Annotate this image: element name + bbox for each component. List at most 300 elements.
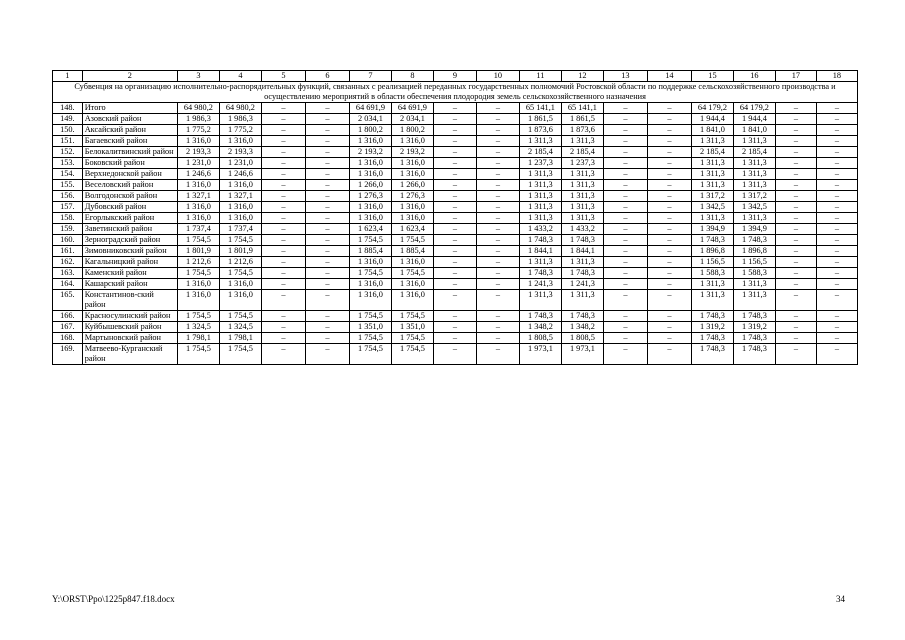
- value-cell: 1 311,3: [733, 169, 775, 180]
- value-cell: 1 316,0: [219, 213, 261, 224]
- column-number: 14: [647, 71, 691, 82]
- value-cell: –: [647, 202, 691, 213]
- value-cell: 1 754,5: [219, 268, 261, 279]
- value-cell: –: [775, 224, 816, 235]
- value-cell: 1 316,0: [349, 279, 391, 290]
- district-name: Аксайский район: [82, 125, 177, 136]
- value-cell: 1 623,4: [349, 224, 391, 235]
- column-number: 8: [391, 71, 433, 82]
- value-cell: 1 737,4: [177, 224, 219, 235]
- value-cell: –: [647, 290, 691, 311]
- value-cell: 1 237,3: [561, 158, 603, 169]
- value-cell: 1 844,1: [519, 246, 561, 257]
- value-cell: 1 885,4: [391, 246, 433, 257]
- value-cell: –: [603, 257, 647, 268]
- value-cell: –: [775, 235, 816, 246]
- value-cell: 1 748,3: [561, 235, 603, 246]
- value-cell: 1 748,3: [691, 344, 733, 365]
- value-cell: –: [433, 191, 476, 202]
- value-cell: 1 311,3: [519, 169, 561, 180]
- value-cell: 65 141,1: [519, 103, 561, 114]
- value-cell: –: [433, 213, 476, 224]
- value-cell: –: [433, 311, 476, 322]
- value-cell: 1 844,1: [561, 246, 603, 257]
- value-cell: –: [647, 158, 691, 169]
- value-cell: 1 885,4: [349, 246, 391, 257]
- value-cell: –: [816, 114, 857, 125]
- value-cell: –: [305, 136, 349, 147]
- column-number: 1: [53, 71, 83, 82]
- value-cell: –: [261, 344, 305, 365]
- footer-file-path: Y:\ORST\Ppo\1225p847.f18.docx: [52, 594, 175, 604]
- value-cell: –: [476, 268, 519, 279]
- value-cell: –: [261, 333, 305, 344]
- value-cell: –: [261, 147, 305, 158]
- value-cell: 2 185,4: [691, 147, 733, 158]
- district-name: Константинов-ский район: [82, 290, 177, 311]
- value-cell: 1 433,2: [519, 224, 561, 235]
- value-cell: –: [305, 246, 349, 257]
- value-cell: –: [775, 180, 816, 191]
- value-cell: –: [305, 290, 349, 311]
- column-number: 15: [691, 71, 733, 82]
- value-cell: –: [476, 125, 519, 136]
- table-row: [53, 290, 858, 311]
- value-cell: –: [433, 103, 476, 114]
- value-cell: –: [476, 213, 519, 224]
- value-cell: –: [775, 125, 816, 136]
- value-cell: 1 156,5: [691, 257, 733, 268]
- value-cell: 1 316,0: [349, 136, 391, 147]
- value-cell: –: [433, 344, 476, 365]
- value-cell: 1 231,0: [177, 158, 219, 169]
- value-cell: –: [261, 114, 305, 125]
- row-number: 149.: [53, 114, 83, 125]
- value-cell: 1 311,3: [691, 169, 733, 180]
- value-cell: –: [647, 246, 691, 257]
- value-cell: 1 316,0: [391, 279, 433, 290]
- value-cell: 1 394,9: [691, 224, 733, 235]
- value-cell: –: [433, 235, 476, 246]
- value-cell: 1 873,6: [519, 125, 561, 136]
- value-cell: –: [647, 268, 691, 279]
- table-row: [53, 180, 858, 191]
- value-cell: 1 754,5: [349, 344, 391, 365]
- value-cell: 64 691,9: [391, 103, 433, 114]
- value-cell: 1 311,3: [561, 202, 603, 213]
- value-cell: –: [476, 344, 519, 365]
- value-cell: –: [775, 246, 816, 257]
- value-cell: 1 324,5: [219, 322, 261, 333]
- value-cell: –: [476, 279, 519, 290]
- value-cell: –: [476, 158, 519, 169]
- value-cell: 1 394,9: [733, 224, 775, 235]
- value-cell: 1 241,3: [519, 279, 561, 290]
- value-cell: 1 317,2: [733, 191, 775, 202]
- value-cell: –: [476, 103, 519, 114]
- value-cell: 1 754,5: [177, 344, 219, 365]
- data-table: [52, 70, 858, 365]
- value-cell: –: [775, 311, 816, 322]
- value-cell: 1 324,5: [177, 322, 219, 333]
- value-cell: 1 623,4: [391, 224, 433, 235]
- value-cell: –: [647, 147, 691, 158]
- value-cell: –: [305, 158, 349, 169]
- value-cell: 1 311,3: [561, 191, 603, 202]
- value-cell: 1 311,3: [519, 180, 561, 191]
- value-cell: –: [775, 147, 816, 158]
- district-name: Азовский район: [82, 114, 177, 125]
- value-cell: 1 754,5: [177, 268, 219, 279]
- value-cell: 1 775,2: [177, 125, 219, 136]
- value-cell: 1 754,5: [391, 235, 433, 246]
- district-name: Заветинский район: [82, 224, 177, 235]
- value-cell: 1 754,5: [349, 268, 391, 279]
- value-cell: –: [647, 344, 691, 365]
- value-cell: 1 316,0: [391, 213, 433, 224]
- value-cell: 2 185,4: [733, 147, 775, 158]
- value-cell: –: [775, 322, 816, 333]
- value-cell: 1 754,5: [349, 235, 391, 246]
- value-cell: –: [603, 279, 647, 290]
- value-cell: 1 316,0: [391, 169, 433, 180]
- district-name: Боковский район: [82, 158, 177, 169]
- value-cell: –: [476, 311, 519, 322]
- value-cell: –: [476, 202, 519, 213]
- district-name: Зимовниковский район: [82, 246, 177, 257]
- value-cell: 1 748,3: [733, 333, 775, 344]
- value-cell: 1 316,0: [219, 279, 261, 290]
- row-number: 153.: [53, 158, 83, 169]
- value-cell: –: [816, 103, 857, 114]
- value-cell: –: [305, 311, 349, 322]
- value-cell: 1 748,3: [733, 311, 775, 322]
- table-row: [53, 125, 858, 136]
- value-cell: 1 311,3: [519, 213, 561, 224]
- value-cell: 1 973,1: [561, 344, 603, 365]
- value-cell: –: [816, 246, 857, 257]
- value-cell: –: [775, 191, 816, 202]
- value-cell: –: [476, 114, 519, 125]
- row-number: 152.: [53, 147, 83, 158]
- table-row: [53, 213, 858, 224]
- value-cell: 1 316,0: [177, 202, 219, 213]
- row-number: 154.: [53, 169, 83, 180]
- value-cell: –: [433, 114, 476, 125]
- column-number: 5: [261, 71, 305, 82]
- value-cell: –: [775, 279, 816, 290]
- value-cell: –: [433, 180, 476, 191]
- value-cell: –: [476, 322, 519, 333]
- value-cell: –: [261, 246, 305, 257]
- value-cell: –: [305, 279, 349, 290]
- value-cell: 1 311,3: [561, 257, 603, 268]
- value-cell: –: [816, 213, 857, 224]
- value-cell: –: [647, 257, 691, 268]
- value-cell: 1 754,5: [391, 333, 433, 344]
- value-cell: 1 316,0: [177, 136, 219, 147]
- value-cell: –: [603, 290, 647, 311]
- value-cell: –: [433, 257, 476, 268]
- value-cell: 1 754,5: [219, 235, 261, 246]
- value-cell: –: [816, 268, 857, 279]
- value-cell: –: [305, 213, 349, 224]
- value-cell: 1 986,3: [219, 114, 261, 125]
- value-cell: 1 311,3: [691, 290, 733, 311]
- value-cell: –: [433, 169, 476, 180]
- value-cell: 1 775,2: [219, 125, 261, 136]
- value-cell: 1 311,3: [519, 191, 561, 202]
- value-cell: 1 748,3: [691, 235, 733, 246]
- value-cell: –: [261, 235, 305, 246]
- value-cell: –: [816, 290, 857, 311]
- value-cell: –: [775, 202, 816, 213]
- value-cell: –: [603, 158, 647, 169]
- value-cell: –: [816, 191, 857, 202]
- value-cell: –: [305, 322, 349, 333]
- value-cell: –: [603, 322, 647, 333]
- value-cell: 1 944,4: [691, 114, 733, 125]
- value-cell: 1 841,0: [691, 125, 733, 136]
- value-cell: 1 351,0: [391, 322, 433, 333]
- value-cell: 1 311,3: [733, 136, 775, 147]
- value-cell: –: [816, 257, 857, 268]
- value-cell: –: [603, 311, 647, 322]
- district-name: Зерноградский район: [82, 235, 177, 246]
- value-cell: 1 311,3: [733, 158, 775, 169]
- value-cell: 1 316,0: [219, 136, 261, 147]
- value-cell: –: [647, 322, 691, 333]
- value-cell: –: [775, 169, 816, 180]
- value-cell: 1 316,0: [391, 202, 433, 213]
- value-cell: –: [433, 136, 476, 147]
- value-cell: –: [603, 136, 647, 147]
- column-number: 11: [519, 71, 561, 82]
- value-cell: 1 316,0: [391, 158, 433, 169]
- value-cell: –: [305, 191, 349, 202]
- value-cell: 1 231,0: [219, 158, 261, 169]
- value-cell: 1 317,2: [691, 191, 733, 202]
- column-number: 4: [219, 71, 261, 82]
- value-cell: 1 748,3: [561, 268, 603, 279]
- value-cell: 1 311,3: [733, 279, 775, 290]
- value-cell: –: [476, 180, 519, 191]
- row-number: 166.: [53, 311, 83, 322]
- value-cell: –: [261, 136, 305, 147]
- value-cell: 1 748,3: [733, 344, 775, 365]
- value-cell: 1 588,3: [691, 268, 733, 279]
- value-cell: 1 316,0: [177, 290, 219, 311]
- value-cell: 1 156,5: [733, 257, 775, 268]
- value-cell: 1 316,0: [219, 180, 261, 191]
- district-name: Багаевский район: [82, 136, 177, 147]
- table-row: [53, 311, 858, 322]
- district-name: Каменский район: [82, 268, 177, 279]
- value-cell: –: [476, 224, 519, 235]
- value-cell: –: [816, 136, 857, 147]
- value-cell: 1 801,9: [177, 246, 219, 257]
- value-cell: 1 754,5: [349, 311, 391, 322]
- value-cell: –: [261, 322, 305, 333]
- value-cell: 2 185,4: [519, 147, 561, 158]
- value-cell: 1 737,4: [219, 224, 261, 235]
- value-cell: 1 311,3: [691, 213, 733, 224]
- value-cell: –: [433, 202, 476, 213]
- value-cell: –: [476, 169, 519, 180]
- value-cell: –: [775, 136, 816, 147]
- value-cell: –: [305, 147, 349, 158]
- value-cell: 1 276,3: [391, 191, 433, 202]
- value-cell: –: [476, 246, 519, 257]
- value-cell: –: [261, 290, 305, 311]
- value-cell: 1 433,2: [561, 224, 603, 235]
- value-cell: 1 754,5: [391, 311, 433, 322]
- value-cell: 1 800,2: [391, 125, 433, 136]
- value-cell: –: [261, 180, 305, 191]
- row-number: 155.: [53, 180, 83, 191]
- value-cell: –: [261, 158, 305, 169]
- row-number: 151.: [53, 136, 83, 147]
- value-cell: 65 141,1: [561, 103, 603, 114]
- value-cell: –: [305, 202, 349, 213]
- value-cell: –: [476, 191, 519, 202]
- value-cell: 1 986,3: [177, 114, 219, 125]
- value-cell: –: [305, 103, 349, 114]
- row-number: 156.: [53, 191, 83, 202]
- row-number: 161.: [53, 246, 83, 257]
- value-cell: –: [647, 103, 691, 114]
- district-name: Кашарский район: [82, 279, 177, 290]
- value-cell: 1 754,5: [219, 344, 261, 365]
- row-number: 163.: [53, 268, 83, 279]
- value-cell: –: [647, 311, 691, 322]
- value-cell: 1 327,1: [219, 191, 261, 202]
- value-cell: 1 754,5: [391, 344, 433, 365]
- row-number: 148.: [53, 103, 83, 114]
- column-number: 13: [603, 71, 647, 82]
- value-cell: 1 348,2: [519, 322, 561, 333]
- table-row: [53, 257, 858, 268]
- value-cell: –: [816, 180, 857, 191]
- row-number: 165.: [53, 290, 83, 311]
- value-cell: –: [305, 235, 349, 246]
- column-number: 9: [433, 71, 476, 82]
- value-cell: –: [476, 235, 519, 246]
- value-cell: –: [816, 344, 857, 365]
- value-cell: 1 311,3: [519, 136, 561, 147]
- table-row: [53, 191, 858, 202]
- value-cell: 1 311,3: [519, 257, 561, 268]
- value-cell: –: [305, 268, 349, 279]
- value-cell: 1 316,0: [391, 136, 433, 147]
- value-cell: –: [603, 268, 647, 279]
- value-cell: 2 193,2: [391, 147, 433, 158]
- value-cell: 1 841,0: [733, 125, 775, 136]
- value-cell: 1 748,3: [519, 311, 561, 322]
- value-cell: 1 861,5: [561, 114, 603, 125]
- row-number: 169.: [53, 344, 83, 365]
- value-cell: –: [647, 114, 691, 125]
- page-number: 34: [836, 594, 845, 604]
- value-cell: –: [647, 180, 691, 191]
- table-row: [53, 136, 858, 147]
- district-name: Мартыновский район: [82, 333, 177, 344]
- value-cell: –: [433, 158, 476, 169]
- column-number: 10: [476, 71, 519, 82]
- district-name: Кагальницкий район: [82, 257, 177, 268]
- value-cell: –: [433, 246, 476, 257]
- value-cell: 1 246,6: [177, 169, 219, 180]
- value-cell: –: [816, 235, 857, 246]
- value-cell: 1 861,5: [519, 114, 561, 125]
- value-cell: –: [647, 333, 691, 344]
- column-number: 18: [816, 71, 857, 82]
- value-cell: –: [816, 169, 857, 180]
- value-cell: 2 193,2: [349, 147, 391, 158]
- value-cell: 1 266,0: [391, 180, 433, 191]
- value-cell: –: [775, 213, 816, 224]
- district-name: Веселовский район: [82, 180, 177, 191]
- value-cell: 1 754,5: [177, 235, 219, 246]
- row-number: 162.: [53, 257, 83, 268]
- value-cell: 2 193,3: [219, 147, 261, 158]
- value-cell: 1 316,0: [349, 257, 391, 268]
- value-cell: –: [261, 268, 305, 279]
- value-cell: 1 754,5: [349, 333, 391, 344]
- column-number: 17: [775, 71, 816, 82]
- value-cell: 64 980,2: [219, 103, 261, 114]
- table-caption: Субвенция на организацию исполнительно-распорядительных функций, связанных с реализацией переданных государственных полномочий Ростовской области по поддержке сельскохозяйственного производства и осуществлению мероприятий в области обеспечения плодородия земель сельскохозяйственного назначения: [53, 82, 858, 103]
- value-cell: 2 193,3: [177, 147, 219, 158]
- value-cell: –: [433, 290, 476, 311]
- value-cell: 1 311,3: [561, 213, 603, 224]
- table-row: [53, 158, 858, 169]
- table-row: [53, 114, 858, 125]
- value-cell: 1 311,3: [561, 290, 603, 311]
- value-cell: –: [261, 191, 305, 202]
- value-cell: 1 311,3: [561, 136, 603, 147]
- value-cell: 1 748,3: [561, 311, 603, 322]
- value-cell: –: [603, 191, 647, 202]
- value-cell: 1 808,5: [561, 333, 603, 344]
- value-cell: –: [476, 333, 519, 344]
- value-cell: 1 342,5: [691, 202, 733, 213]
- table-row: [53, 279, 858, 290]
- value-cell: 1 212,6: [177, 257, 219, 268]
- value-cell: 1 237,3: [519, 158, 561, 169]
- value-cell: –: [603, 344, 647, 365]
- value-cell: 1 311,3: [561, 169, 603, 180]
- value-cell: –: [305, 333, 349, 344]
- value-cell: 1 319,2: [733, 322, 775, 333]
- value-cell: 1 748,3: [691, 311, 733, 322]
- column-number: 6: [305, 71, 349, 82]
- value-cell: –: [476, 147, 519, 158]
- table-row: [53, 268, 858, 279]
- district-name: Матвеево-Курганский район: [82, 344, 177, 365]
- value-cell: –: [775, 268, 816, 279]
- column-number-row: [53, 71, 858, 82]
- column-number: 2: [82, 71, 177, 82]
- value-cell: 1 754,5: [177, 311, 219, 322]
- value-cell: –: [433, 224, 476, 235]
- value-cell: –: [603, 125, 647, 136]
- value-cell: 1 319,2: [691, 322, 733, 333]
- value-cell: –: [433, 322, 476, 333]
- district-name: Дубовский район: [82, 202, 177, 213]
- value-cell: –: [305, 344, 349, 365]
- table-row: [53, 147, 858, 158]
